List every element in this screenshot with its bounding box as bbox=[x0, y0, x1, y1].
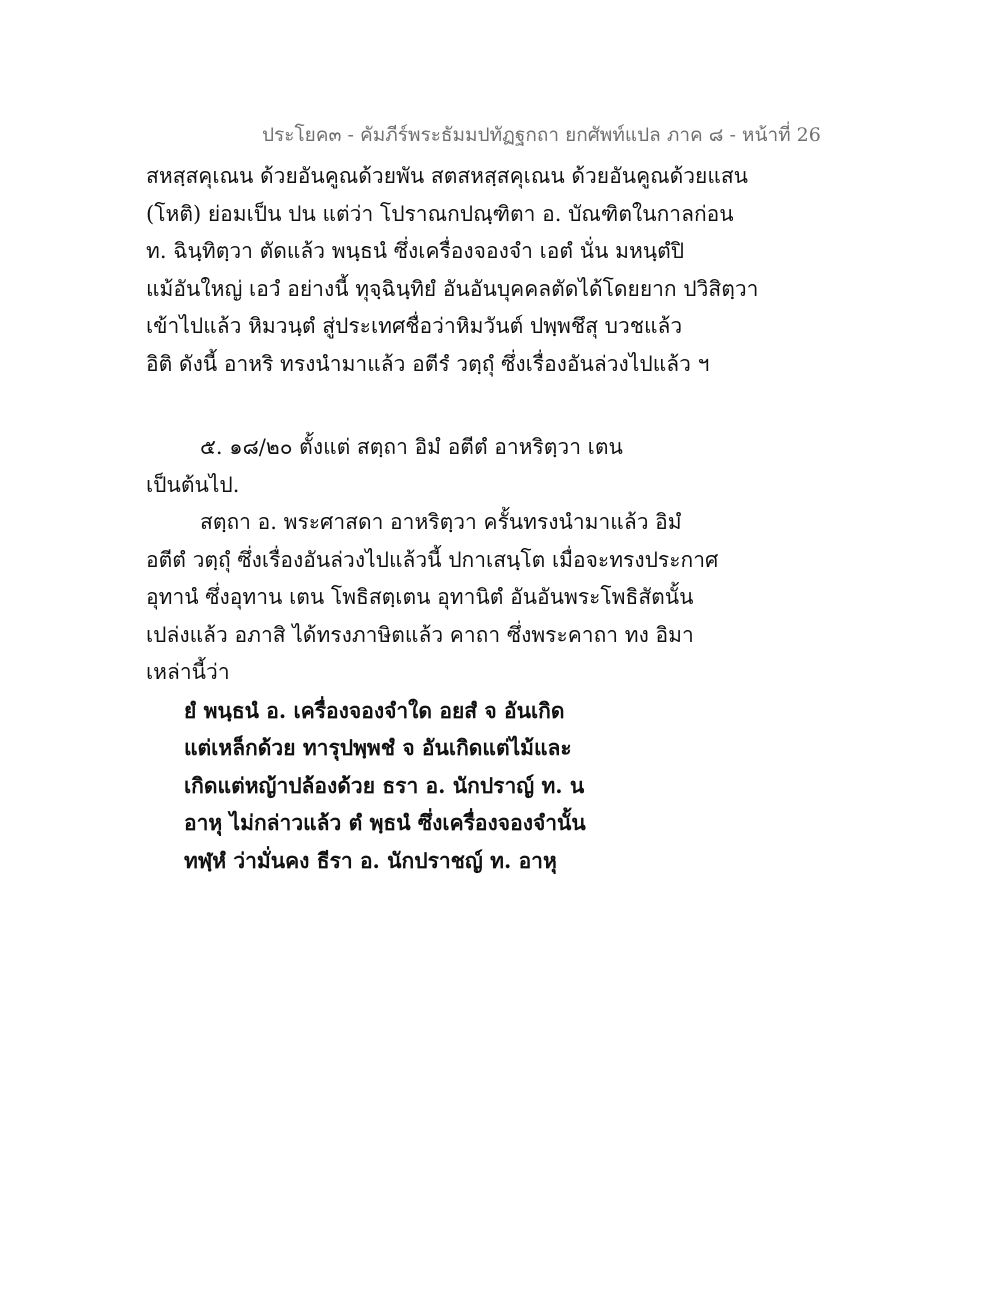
text-line: เหล่านี้ว่า bbox=[146, 660, 230, 684]
text-line: เปล่งแล้ว อภาสิ ได้ทรงภาษิตแล้ว คาถา ซึ่งพระคาถา ทง อิมา bbox=[146, 622, 694, 647]
page-header: ประโยค๓ - คัมภีร์พระธัมมปทัฏฐกถา ยกศัพท์แปล ภาค ๘ - หน้าที่ 26 bbox=[262, 124, 821, 146]
section-heading-continued: เป็นต้นไป. bbox=[146, 472, 240, 497]
text-line: สตฺถา อ. พระศาสดา อาหริตฺวา ครั้นทรงนำมาแล้ว อิมํ bbox=[200, 510, 682, 534]
document-body bbox=[146, 158, 786, 879]
text-line: อตีตํ วตฺถุํ ซึ่งเรื่องอันล่วงไปแล้วนี้ ปกาเสนฺโต เมื่อจะทรงประกาศ bbox=[146, 547, 719, 572]
text-line: (โหติ) ย่อมเป็น ปน แต่ว่า โปราณกปณฺฑิตา อ. บัณฑิตในกาลก่อน bbox=[146, 201, 734, 226]
verse-line: เกิดแต่หญ้าปล้องด้วย ธรา อ. นักปราญ์ ท. น bbox=[184, 772, 585, 798]
section-heading: ๕. ๑๘/๒๐ ตั้งแต่ สตฺถา อิมํ อตีตํ อาหริตฺวา เตน bbox=[200, 435, 623, 459]
text-line: อุทานํ ซึ่งอุทาน เตน โพธิสตฺเตน อุทานิตํ อันอันพระโพธิสัตนั้น bbox=[146, 585, 694, 609]
verse-line: แต่เหล็กด้วย ทารุปพฺพชํ จ อันเกิดแต่ไม้และ bbox=[184, 735, 572, 760]
text-line: เข้าไปแล้ว หิมวนฺตํ สู่ประเทศชื่อว่าหิมวันต์ ปพฺพชึสุ บวชแล้ว bbox=[146, 314, 683, 338]
verse-line: ยํ พนฺธนํ อ. เครื่องจองจำใด อยสํ จ อันเกิด bbox=[184, 697, 565, 723]
text-line: แม้อันใหญ่ เอวํ อย่างนี้ ทุจฺฉินฺทิยํ อันอันบุคคลตัดได้โดยยาก ปวิสิตฺวา bbox=[146, 276, 759, 301]
paragraph-gap bbox=[146, 383, 786, 429]
text-line: อิติ ดังนี้ อาหริ ทรงนำมาแล้ว อตีรํ วตฺถุํ ซึ่งเรื่องอันล่วงไปแล้ว ฯ bbox=[146, 351, 710, 376]
text-line: สหสฺสคุเณน ด้วยอันคูณด้วยพัน สตสหสฺสคุเณน ด้วยอันคูณด้วยแสน bbox=[146, 164, 749, 188]
text-line: ท. ฉินฺทิตฺวา ตัดแล้ว พนฺธนํ ซึ่งเครื่องจองจำ เอตํ นั่น มหนฺตํปิ bbox=[146, 239, 685, 263]
verse-line: อาหุ ไม่กล่าวแล้ว ตํ พฺธนํ ซึ่งเครื่องจองจำนั้น bbox=[184, 810, 586, 835]
verse-line: ทฬฺหํ ว่ามั่นคง ธีรา อ. นักปราชญ์ ท. อาหุ bbox=[184, 847, 557, 873]
